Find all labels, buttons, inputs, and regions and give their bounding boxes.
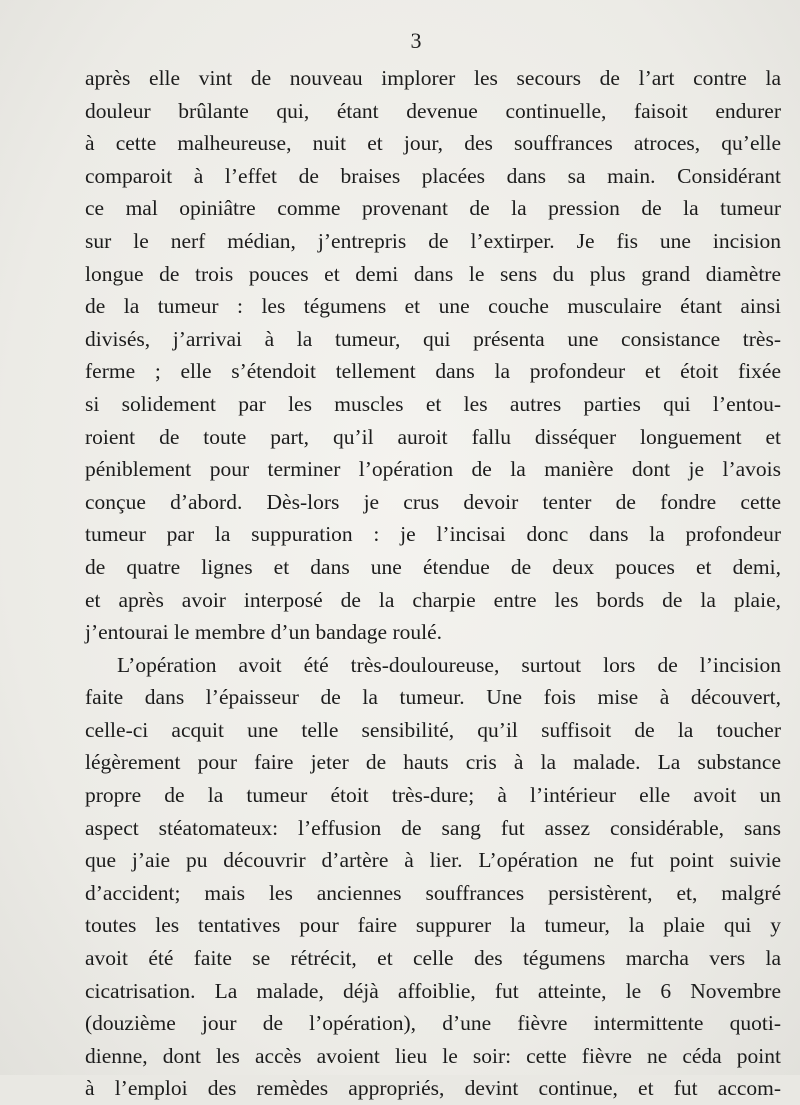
text-line: et après avoir interposé de la charpie entre les bords de la plaie, bbox=[85, 587, 781, 612]
text-line: conçue d’abord. Dès-lors je crus devoir tenter de fondre cette bbox=[85, 489, 781, 514]
text-line: si solidement par les muscles et les autres parties qui l’entou- bbox=[85, 391, 781, 416]
text-line: péniblement pour terminer l’opération de la manière dont je l’avois bbox=[85, 457, 781, 482]
text-line: dienne, dont les accès avoient lieu le soir: cette fièvre ne céda point bbox=[85, 1043, 781, 1068]
text-line: légèrement pour faire jeter de hauts cris à la malade. La substance bbox=[85, 750, 781, 775]
text-line: avoit été faite se rétrécit, et celle des tégumens marcha vers la bbox=[85, 946, 781, 971]
page-number: 3 bbox=[410, 28, 422, 53]
text-line: à l’emploi des remèdes appropriés, devint continue, et fut accom- bbox=[85, 1076, 781, 1101]
text-line: douleur brûlante qui, étant devenue continuelle, faisoit endurer bbox=[85, 98, 781, 123]
text-line: ferme ; elle s’étendoit tellement dans la profondeur et étoit fixée bbox=[85, 359, 781, 384]
text-line: propre de la tumeur étoit très-dure; à l’intérieur elle avoit un bbox=[85, 783, 781, 808]
text-line: ce mal opiniâtre comme provenant de la pression de la tumeur bbox=[85, 196, 781, 221]
text-line: tumeur par la suppuration : je l’incisai donc dans la profondeur bbox=[85, 522, 781, 547]
text-line: (douzième jour de l’opération), d’une fièvre intermittente quoti- bbox=[85, 1011, 781, 1036]
text-line: j’entourai le membre d’un bandage roulé. bbox=[85, 620, 442, 645]
text-line: roient de toute part, qu’il auroit fallu disséquer longuement et bbox=[85, 424, 781, 449]
text-line: cicatrisation. La malade, déjà affoiblie, fut atteinte, le 6 Novembre bbox=[85, 978, 781, 1003]
text-line: L’opération avoit été très-douloureuse, surtout lors de l’incision bbox=[117, 652, 781, 677]
text-line: après elle vint de nouveau implorer les secours de l’art contre la bbox=[85, 66, 781, 90]
text-line: divisés, j’arrivai à la tumeur, qui présenta une consistance très- bbox=[85, 326, 781, 351]
text-line: toutes les tentatives pour faire suppurer la tumeur, la plaie qui y bbox=[85, 913, 781, 938]
text-line: de quatre lignes et dans une étendue de deux pouces et demi, bbox=[85, 554, 781, 579]
text-line: de la tumeur : les tégumens et une couche musculaire étant ainsi bbox=[85, 294, 781, 319]
text-line: d’accident; mais les anciennes souffrances persistèrent, et, malgré bbox=[85, 880, 781, 905]
text-line: celle-ci acquit une telle sensibilité, qu’il suffisoit de la toucher bbox=[85, 717, 781, 742]
text-line: à cette malheureuse, nuit et jour, des souffrances atroces, qu’elle bbox=[85, 131, 781, 156]
text-line: aspect stéatomateux: l’effusion de sang fut assez considérable, sans bbox=[85, 815, 781, 840]
text-line: faite dans l’épaisseur de la tumeur. Une fois mise à découvert, bbox=[85, 685, 781, 710]
text-line: longue de trois pouces et demi dans le sens du plus grand diamètre bbox=[85, 261, 781, 286]
body-text bbox=[85, 62, 781, 1105]
text-line: que j’aie pu découvrir d’artère à lier. L’opération ne fut point suivie bbox=[85, 848, 781, 873]
text-line: sur le nerf médian, j’entrepris de l’extirper. Je fis une incision bbox=[85, 228, 781, 253]
text-line: comparoit à l’effet de braises placées dans sa main. Considérant bbox=[85, 163, 781, 188]
